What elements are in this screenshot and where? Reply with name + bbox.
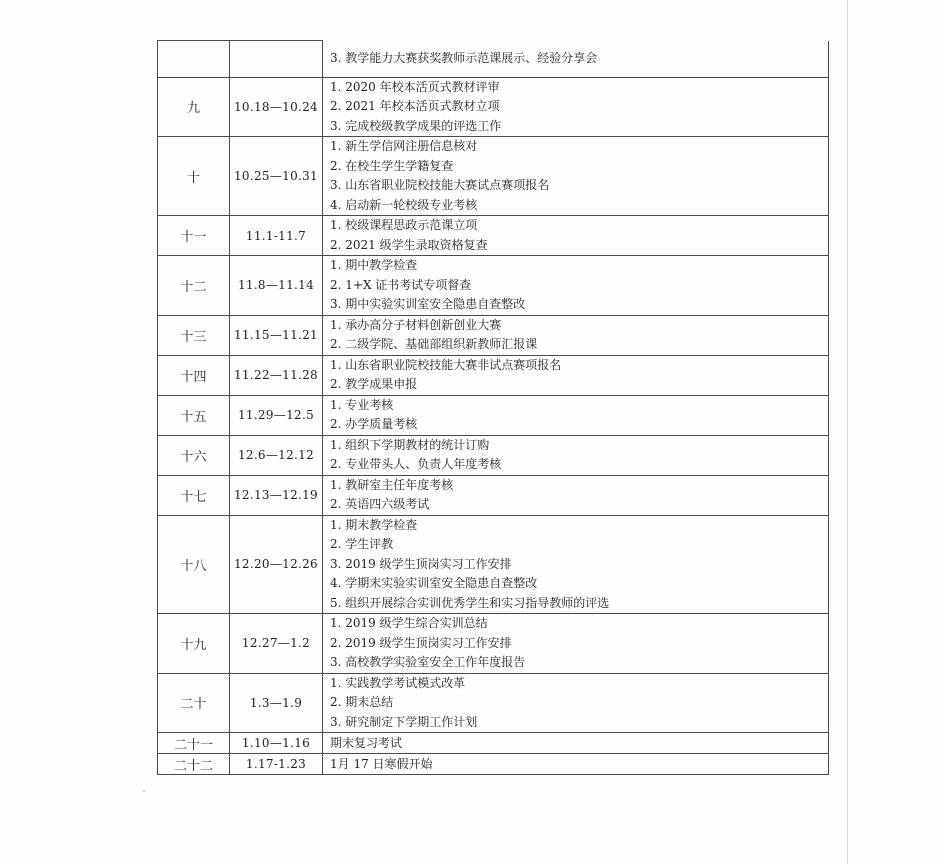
tasks-cell xyxy=(323,137,829,216)
task-item: 1. 2020 年校本活页式教材评审 xyxy=(330,79,500,94)
task-item: 1. 山东省职业院校技能大赛非试点赛项报名 xyxy=(330,357,562,372)
table-row xyxy=(158,256,829,316)
week-cell: 二十一 xyxy=(158,733,230,754)
week-cell: 十八 xyxy=(158,515,230,614)
task-item: 2. 2021 级学生录取资格复查 xyxy=(330,237,488,252)
schedule-body xyxy=(158,41,829,775)
task-item: 1. 承办高分子材料创新创业大赛 xyxy=(330,317,502,332)
tasks-cell xyxy=(323,41,829,78)
task-item: 1. 校级课程思政示范课立项 xyxy=(330,218,478,232)
task-item: 4. 学期末实验实训室安全隐患自查整改 xyxy=(330,576,538,590)
task-item: 1. 期末教学检查 xyxy=(330,517,418,532)
task-item: 2. 英语四六级考试 xyxy=(330,497,430,511)
dates-cell xyxy=(230,41,323,78)
task-item: 2. 期末总结 xyxy=(330,695,394,709)
tasks-cell xyxy=(323,355,829,395)
week-cell: 十四 xyxy=(158,355,230,395)
task-item: 2. 专业带头人、负责人年度考核 xyxy=(330,457,502,471)
task-item: 1. 实践教学考试模式改革 xyxy=(330,675,466,690)
table-row xyxy=(158,355,829,395)
table-row xyxy=(158,216,829,256)
task-item: 1. 专业考核 xyxy=(330,397,394,412)
task-item: 2. 办学质量考核 xyxy=(330,417,418,431)
table-row xyxy=(158,77,829,137)
dates-cell: 10.25—10.31 xyxy=(230,137,323,216)
page-edge-line xyxy=(847,0,848,864)
dates-cell: 11.22—11.28 xyxy=(230,355,323,395)
tasks-cell xyxy=(323,754,829,775)
tasks-cell xyxy=(323,256,829,316)
tasks-cell xyxy=(323,315,829,355)
week-cell: 十六 xyxy=(158,435,230,475)
table-row xyxy=(158,733,829,754)
task-item: 2. 学生评教 xyxy=(330,537,394,551)
task-item: 3. 完成校级教学成果的评选工作 xyxy=(330,118,502,133)
table-row xyxy=(158,515,829,614)
tasks-cell xyxy=(323,395,829,435)
tasks-cell xyxy=(323,733,829,754)
dates-cell: 1.10—1.16 xyxy=(230,733,323,754)
dates-cell: 10.18—10.24 xyxy=(230,77,323,137)
task-item: 期末复习考试 xyxy=(330,736,403,750)
week-cell: 十 xyxy=(158,137,230,216)
table-row xyxy=(158,475,829,515)
task-item: 2. 教学成果申报 xyxy=(330,377,418,391)
dates-cell: 11.29—12.5 xyxy=(230,395,323,435)
tasks-cell xyxy=(323,515,829,614)
task-item: 3. 高校教学实验室安全工作年度报告 xyxy=(330,655,526,669)
week-cell: 十一 xyxy=(158,216,230,256)
task-item: 2. 在校生学生学籍复查 xyxy=(330,158,454,173)
tasks-cell xyxy=(323,77,829,137)
week-cell xyxy=(158,41,230,78)
task-item: 1. 组织下学期教材的统计订购 xyxy=(330,437,490,452)
task-item: 1. 2019 级学生综合实训总结 xyxy=(330,616,488,630)
tasks-cell xyxy=(323,614,829,674)
week-cell: 十三 xyxy=(158,315,230,355)
task-item: 3. 山东省职业院校技能大赛试点赛项报名 xyxy=(330,178,550,192)
table-row xyxy=(158,137,829,216)
task-item: 2. 1+X 证书考试专项督查 xyxy=(330,277,472,292)
dates-cell: 11.8—11.14 xyxy=(230,256,323,316)
task-item: 2. 2021 年校本活页式教材立项 xyxy=(330,99,500,113)
task-item: 1. 新生学信网注册信息核对 xyxy=(330,139,478,153)
week-cell: 九 xyxy=(158,77,230,137)
task-item: 3. 研究制定下学期工作计划 xyxy=(330,714,478,729)
dates-cell: 1.17-1.23 xyxy=(230,754,323,775)
dates-cell: 12.6—12.12 xyxy=(230,435,323,475)
tasks-cell xyxy=(323,435,829,475)
table-row xyxy=(158,754,829,775)
scan-speck xyxy=(143,790,145,792)
table-row xyxy=(158,673,829,733)
dates-cell: 11.15—11.21 xyxy=(230,315,323,355)
week-cell: 二十 xyxy=(158,673,230,733)
task-item: 4. 启动新一轮校级专业考核 xyxy=(330,197,478,212)
table-row xyxy=(158,315,829,355)
task-item: 1. 期中教学检查 xyxy=(330,258,418,272)
tasks-cell xyxy=(323,673,829,733)
week-cell: 十九 xyxy=(158,614,230,674)
table-row xyxy=(158,435,829,475)
task-item: 2. 2019 级学生顶岗实习工作安排 xyxy=(330,635,512,650)
task-item: 1. 教研室主任年度考核 xyxy=(330,477,454,492)
dates-cell: 12.27—1.2 xyxy=(230,614,323,674)
tasks-cell xyxy=(323,475,829,515)
dates-cell: 1.3—1.9 xyxy=(230,673,323,733)
task-item: 5. 组织开展综合实训优秀学生和实习指导教师的评选 xyxy=(330,595,610,610)
dates-cell: 12.13—12.19 xyxy=(230,475,323,515)
table-row xyxy=(158,41,829,78)
tasks-cell xyxy=(323,216,829,256)
task-item: 3. 期中实验实训室安全隐患自查整改 xyxy=(330,297,526,311)
dates-cell: 12.20—12.26 xyxy=(230,515,323,614)
task-item: 1月 17 日寒假开始 xyxy=(330,757,433,771)
task-item: 2. 二级学院、基础部组织新教师汇报课 xyxy=(330,337,538,351)
task-item: 3. 2019 级学生顶岗实习工作安排 xyxy=(330,556,512,571)
dates-cell: 11.1-11.7 xyxy=(230,216,323,256)
table-row xyxy=(158,395,829,435)
week-cell: 十二 xyxy=(158,256,230,316)
task-item: 3. 教学能力大赛获奖教师示范课展示、经验分享会 xyxy=(330,50,598,65)
table-row xyxy=(158,614,829,674)
week-cell: 十五 xyxy=(158,395,230,435)
week-cell: 二十二 xyxy=(158,754,230,775)
week-cell: 十七 xyxy=(158,475,230,515)
teaching-schedule-table xyxy=(157,40,829,775)
